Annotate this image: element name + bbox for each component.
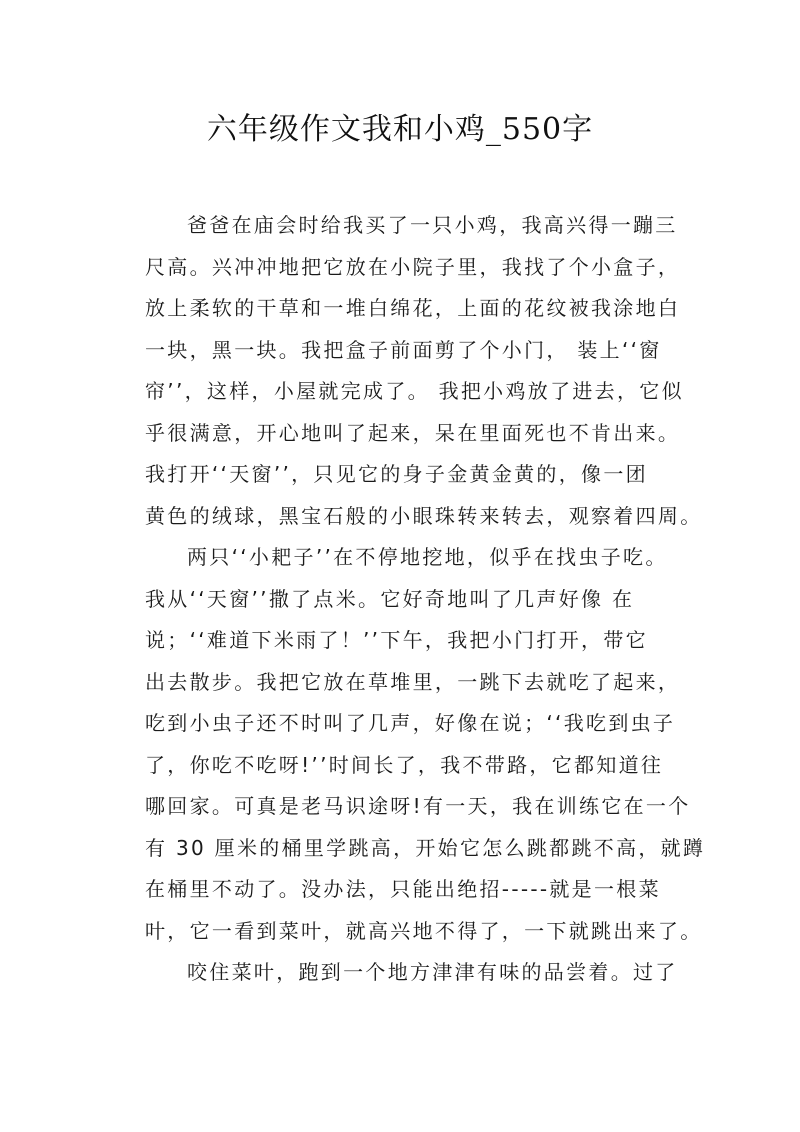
text-line: 我从‘‘天窗’’撒了点米。它好奇地叫了几声好像 在 xyxy=(145,586,635,611)
text-line: 放上柔软的干草和一堆白绵花，上面的花纹被我涂地白 xyxy=(145,296,681,320)
text-line: 黄色的绒球，黑宝石般的小眼珠转来转去，观察着四周。 xyxy=(145,503,703,528)
text-line: 出去散步。我把它放在草堆里，一跳下去就吃了起来， xyxy=(145,669,681,694)
text-line: 尺高。兴冲冲地把它放在小院子里，我找了个小盒子， xyxy=(145,254,681,279)
text-line: 咬住菜叶，跑到一个地方津津有味的品尝着。过了 xyxy=(187,960,678,984)
text-line: 爸爸在庙会时给我买了一只小鸡，我高兴得一蹦三 xyxy=(187,213,678,237)
text-line: 说；‘‘难道下米雨了！’’下午，我把小门打开，带它 xyxy=(145,628,648,652)
text-line: 吃到小虫子还不时叫了几声，好像在说；‘‘我吃到虫子 xyxy=(145,711,676,735)
text-line: 一块，黑一块。我把盒子前面剪了个小门， 装上‘‘窗 xyxy=(145,337,662,362)
document-body xyxy=(145,205,706,994)
text-line: 乎很满意，开心地叫了起来，呆在里面死也不肯出来。 xyxy=(145,420,681,445)
text-line: 叶，它一看到菜叶，就高兴地不得了，一下就跳出来了。 xyxy=(145,918,703,943)
document-title: 六年级作文我和小鸡_550字 xyxy=(206,112,594,147)
text-line: 我打开‘‘天窗’’，只见它的身子金黄金黄的，像一团 xyxy=(145,462,648,486)
text-line: 两只‘‘小耙子’’在不停地挖地，似乎在找虫子吃。 xyxy=(187,545,668,569)
text-line: 哪回家。可真是老马识途呀!有一天，我在训练它在一个 xyxy=(145,794,691,818)
text-line: 了，你吃不吃呀!’’时间长了，我不带路，它都知道往 xyxy=(145,752,664,777)
text-line: 有 30 厘米的桶里学跳高，开始它怎么跳都跳不高，就蹲 xyxy=(145,835,706,860)
text-line: 在桶里不动了。没办法，只能出绝招-----就是一根菜 xyxy=(145,877,661,901)
text-line: 帘’’，这样，小屋就完成了。 我把小鸡放了进去，它似 xyxy=(145,379,684,403)
